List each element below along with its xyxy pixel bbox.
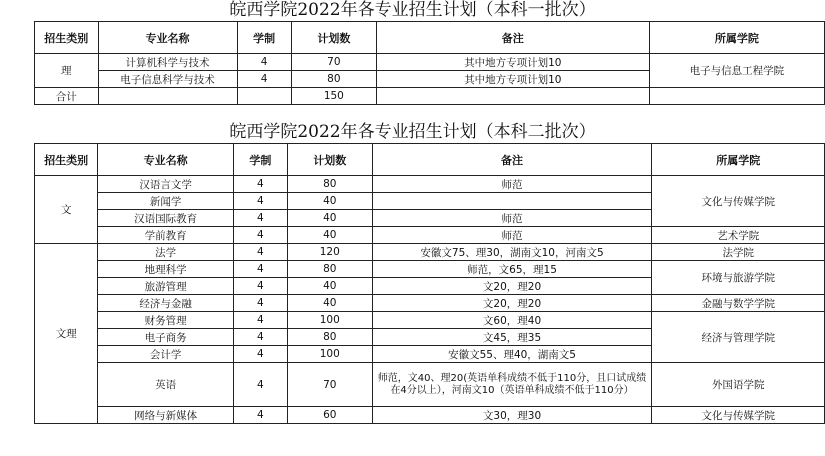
college-cell: 文化与传媒学院 bbox=[652, 407, 825, 424]
header-years: 学制 bbox=[233, 144, 287, 176]
table-row bbox=[35, 261, 825, 278]
table-row bbox=[35, 363, 825, 407]
college-cell: 艺术学院 bbox=[652, 227, 825, 244]
empty-cell bbox=[237, 88, 291, 105]
years-cell: 4 bbox=[233, 227, 287, 244]
enrollment-table-batch2 bbox=[34, 143, 825, 424]
major-cell: 电子商务 bbox=[98, 329, 233, 346]
years-cell: 4 bbox=[233, 278, 287, 295]
major-cell: 汉语国际教育 bbox=[98, 210, 233, 227]
major-cell: 会计学 bbox=[98, 346, 233, 363]
years-cell: 4 bbox=[233, 312, 287, 329]
years-cell: 4 bbox=[233, 363, 287, 407]
note-cell: 其中地方专项计划10 bbox=[376, 54, 649, 71]
header-note: 备注 bbox=[372, 144, 652, 176]
note-cell: 文30，理30 bbox=[372, 407, 652, 424]
header-college: 所属学院 bbox=[652, 144, 825, 176]
category-cell: 文 bbox=[35, 176, 98, 244]
years-cell: 4 bbox=[233, 244, 287, 261]
major-cell: 电子信息科学与技术 bbox=[98, 71, 237, 88]
header-major: 专业名称 bbox=[98, 144, 233, 176]
plan-cell: 40 bbox=[287, 210, 372, 227]
plan-cell: 100 bbox=[287, 346, 372, 363]
college-cell: 电子与信息工程学院 bbox=[649, 54, 824, 88]
college-cell: 环境与旅游学院 bbox=[652, 261, 825, 295]
table-row bbox=[35, 244, 825, 261]
header-college: 所属学院 bbox=[649, 22, 824, 54]
total-label: 合计 bbox=[35, 88, 99, 105]
category-cell: 理 bbox=[35, 54, 99, 88]
note-cell: 文20，理20 bbox=[372, 295, 652, 312]
note-cell: 师范，文65，理15 bbox=[372, 261, 652, 278]
table1-title: 皖西学院2022年各专业招生计划（本科一批次） bbox=[229, 0, 596, 20]
years-cell: 4 bbox=[233, 176, 287, 193]
college-cell: 经济与管理学院 bbox=[652, 312, 825, 363]
total-value: 150 bbox=[291, 88, 376, 105]
years-cell: 4 bbox=[233, 210, 287, 227]
major-cell: 经济与金融 bbox=[98, 295, 233, 312]
plan-cell: 70 bbox=[291, 54, 376, 71]
empty-cell bbox=[98, 88, 237, 105]
header-plan: 计划数 bbox=[291, 22, 376, 54]
note-cell: 文60，理40 bbox=[372, 312, 652, 329]
plan-cell: 80 bbox=[287, 261, 372, 278]
note-cell: 安徽文75、理30，湖南文10，河南文5 bbox=[372, 244, 652, 261]
major-cell: 旅游管理 bbox=[98, 278, 233, 295]
enrollment-table-batch1 bbox=[34, 21, 825, 105]
header-category: 招生类别 bbox=[35, 22, 99, 54]
note-cell: 文20，理20 bbox=[372, 278, 652, 295]
major-cell: 计算机科学与技术 bbox=[98, 54, 237, 71]
note-cell: 其中地方专项计划10 bbox=[376, 71, 649, 88]
note-cell: 文45，理35 bbox=[372, 329, 652, 346]
header-years: 学制 bbox=[237, 22, 291, 54]
table-row bbox=[35, 407, 825, 424]
plan-cell: 80 bbox=[291, 71, 376, 88]
plan-cell: 40 bbox=[287, 278, 372, 295]
note-cell: 安徽文55、理40，湖南文5 bbox=[372, 346, 652, 363]
major-cell: 财务管理 bbox=[98, 312, 233, 329]
years-cell: 4 bbox=[237, 71, 291, 88]
header-note: 备注 bbox=[376, 22, 649, 54]
total-row bbox=[35, 88, 825, 105]
table-header-row bbox=[35, 22, 825, 54]
years-cell: 4 bbox=[233, 295, 287, 312]
empty-cell bbox=[376, 88, 649, 105]
college-cell: 文化与传媒学院 bbox=[652, 176, 825, 227]
major-cell: 网络与新媒体 bbox=[98, 407, 233, 424]
major-cell: 地理科学 bbox=[98, 261, 233, 278]
major-cell: 法学 bbox=[98, 244, 233, 261]
plan-cell: 70 bbox=[287, 363, 372, 407]
college-cell: 外国语学院 bbox=[652, 363, 825, 407]
empty-cell bbox=[649, 88, 824, 105]
header-category: 招生类别 bbox=[35, 144, 98, 176]
header-major: 专业名称 bbox=[98, 22, 237, 54]
years-cell: 4 bbox=[233, 346, 287, 363]
years-cell: 4 bbox=[233, 329, 287, 346]
years-cell: 4 bbox=[233, 261, 287, 278]
plan-cell: 80 bbox=[287, 176, 372, 193]
plan-cell: 120 bbox=[287, 244, 372, 261]
plan-cell: 60 bbox=[287, 407, 372, 424]
table-row bbox=[35, 227, 825, 244]
note-cell: 师范 bbox=[372, 176, 652, 193]
years-cell: 4 bbox=[233, 407, 287, 424]
college-cell: 法学院 bbox=[652, 244, 825, 261]
plan-cell: 40 bbox=[287, 295, 372, 312]
note-cell: 师范 bbox=[372, 210, 652, 227]
plan-cell: 100 bbox=[287, 312, 372, 329]
note-cell: 师范，文40、理20(英语单科成绩不低于110分，且口试成绩在4分以上），河南文10（英语单科成绩不低于110分） bbox=[372, 363, 652, 407]
major-cell: 汉语言文学 bbox=[98, 176, 233, 193]
years-cell: 4 bbox=[233, 193, 287, 210]
plan-cell: 40 bbox=[287, 193, 372, 210]
major-cell: 英语 bbox=[98, 363, 233, 407]
college-cell: 金融与数学学院 bbox=[652, 295, 825, 312]
table-row bbox=[35, 176, 825, 193]
table-row bbox=[35, 312, 825, 329]
years-cell: 4 bbox=[237, 54, 291, 71]
plan-cell: 40 bbox=[287, 227, 372, 244]
note-cell bbox=[372, 193, 652, 210]
table-header-row bbox=[35, 144, 825, 176]
category-cell: 文理 bbox=[35, 244, 98, 424]
plan-cell: 80 bbox=[287, 329, 372, 346]
table-row bbox=[35, 54, 825, 71]
note-cell: 师范 bbox=[372, 227, 652, 244]
major-cell: 新闻学 bbox=[98, 193, 233, 210]
major-cell: 学前教育 bbox=[98, 227, 233, 244]
table2-title: 皖西学院2022年各专业招生计划（本科二批次） bbox=[229, 122, 596, 142]
header-plan: 计划数 bbox=[287, 144, 372, 176]
table-row bbox=[35, 295, 825, 312]
